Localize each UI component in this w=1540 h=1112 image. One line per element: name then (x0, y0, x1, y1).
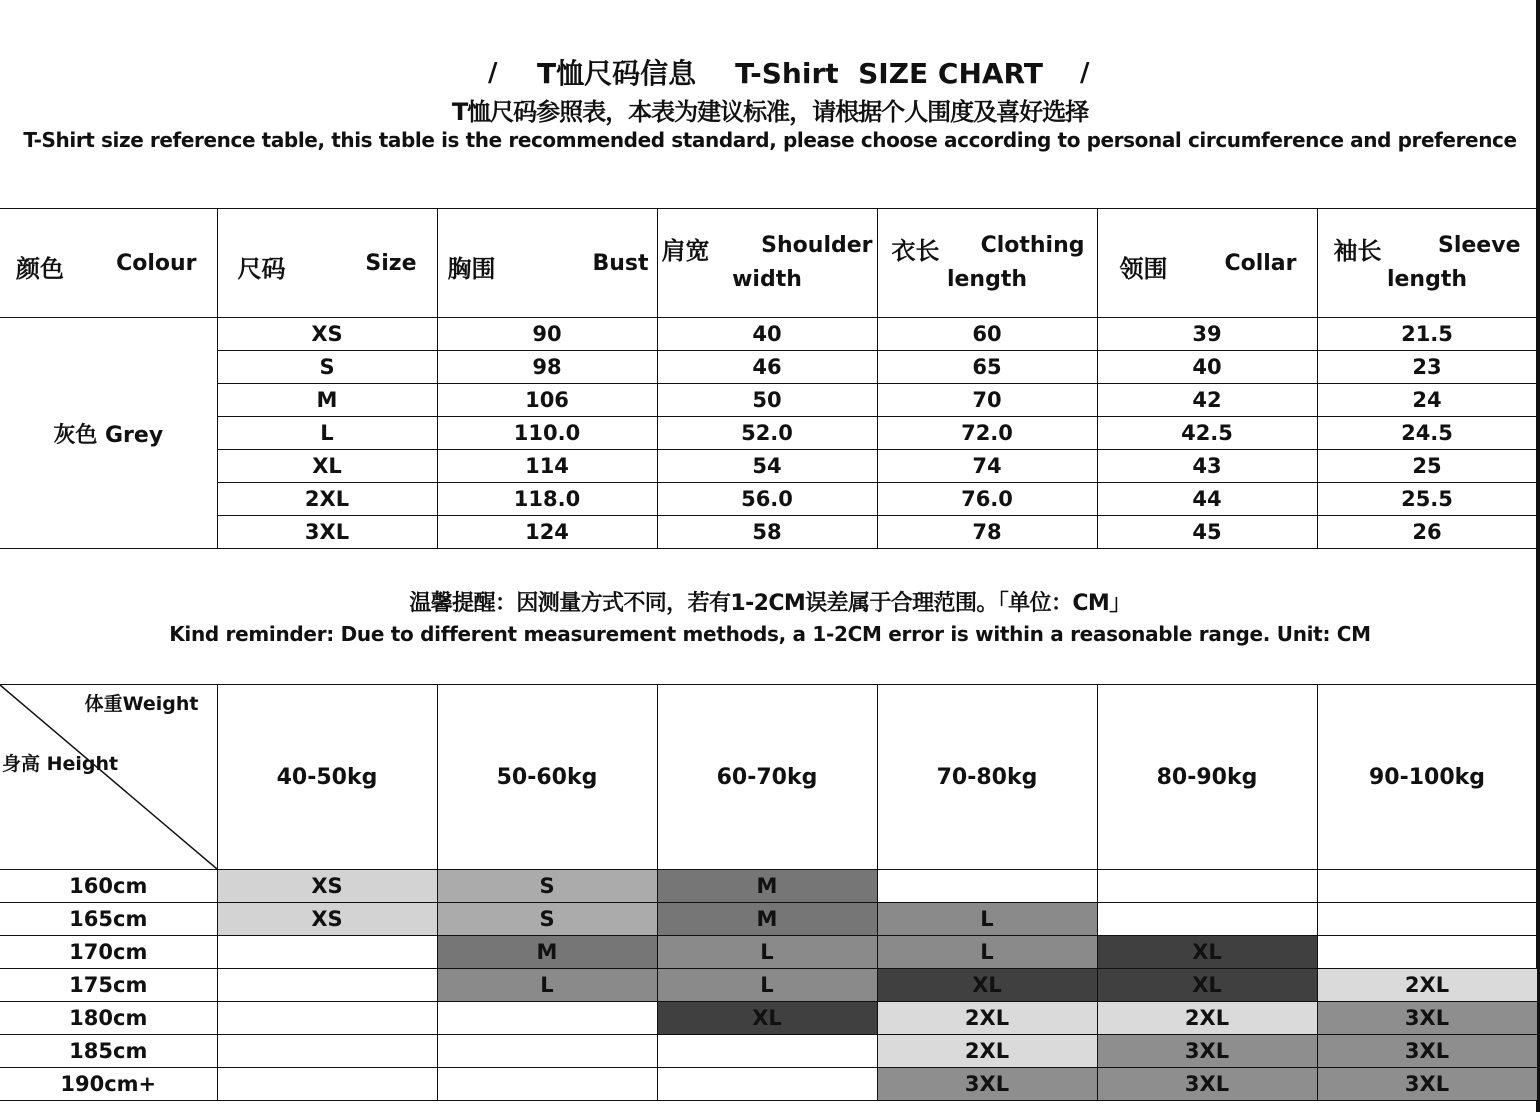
height-row (0, 1068, 1537, 1101)
length-cell: 65 (877, 351, 1097, 384)
collar-cell: 44 (1097, 483, 1317, 516)
size-chart-header (0, 209, 1537, 318)
bust-cell: 114 (437, 450, 657, 483)
recommend-cell (1097, 870, 1317, 903)
recommend-cell (217, 1068, 437, 1101)
recommend-cell: S (437, 870, 657, 903)
recommend-cell: XS (217, 903, 437, 936)
size-row (0, 384, 1537, 417)
size-row (0, 483, 1537, 516)
size-cell: S (217, 351, 437, 384)
recommend-cell (217, 1035, 437, 1068)
subtitle-cn: T恤尺码参照表，本表为建议标准，请根据个人围度及喜好选择 (451, 98, 1089, 126)
title-slash-left: / (488, 58, 498, 88)
header-en: Colour (116, 251, 197, 276)
sleeve-cell: 26 (1317, 516, 1537, 549)
header-cn: 肩宽 (661, 237, 710, 265)
size-cell: 2XL (217, 483, 437, 516)
header-bust (437, 209, 657, 318)
recommend-cell (1317, 936, 1537, 969)
length-cell: 74 (877, 450, 1097, 483)
recommend-cell: M (437, 936, 657, 969)
recommend-cell (437, 1068, 657, 1101)
height-cell: 160cm (0, 870, 217, 903)
header-cn: 衣长 (891, 237, 940, 265)
sleeve-cell: 25 (1317, 450, 1537, 483)
header-en-line2: length (1386, 267, 1468, 292)
height-row (0, 1035, 1537, 1068)
weight-header: 50-60kg (437, 685, 657, 870)
bust-cell: 106 (437, 384, 657, 417)
weight-header: 40-50kg (217, 685, 437, 870)
height-row (0, 969, 1537, 1002)
size-row (0, 516, 1537, 549)
height-row (0, 936, 1537, 969)
shoulder-cell: 50 (657, 384, 877, 417)
shoulder-cell: 56.0 (657, 483, 877, 516)
length-cell: 76.0 (877, 483, 1097, 516)
shoulder-cell: 54 (657, 450, 877, 483)
height-row (0, 870, 1537, 903)
header-cn: 领围 (1119, 255, 1168, 283)
header-shoulder (657, 209, 877, 318)
recommend-cell (217, 969, 437, 1002)
height-cell: 185cm (0, 1035, 217, 1068)
bust-cell: 98 (437, 351, 657, 384)
header-cn: 胸围 (447, 255, 496, 283)
header-clothing-length (877, 209, 1097, 318)
header-en: Bust (592, 251, 649, 276)
sleeve-cell: 24 (1317, 384, 1537, 417)
collar-cell: 39 (1097, 318, 1317, 351)
recommend-cell (1317, 903, 1537, 936)
title-row (0, 52, 1540, 92)
collar-cell: 45 (1097, 516, 1317, 549)
recommend-cell: 3XL (877, 1068, 1097, 1101)
height-cell: 165cm (0, 903, 217, 936)
size-cell: M (217, 384, 437, 417)
recommend-cell: 2XL (1317, 969, 1537, 1002)
size-chart-table (0, 208, 1538, 549)
recommend-cell: 3XL (1097, 1035, 1317, 1068)
length-cell: 78 (877, 516, 1097, 549)
header-en: Clothing (980, 233, 1085, 258)
recommend-cell: XL (1097, 936, 1317, 969)
recommend-cell: 3XL (1317, 1068, 1537, 1101)
bust-cell: 124 (437, 516, 657, 549)
recommend-cell: 2XL (877, 1035, 1097, 1068)
subtitle-en: T-Shirt size reference table, this table is the recommended standard, please choose according to personal circumference and preference (23, 128, 1517, 152)
recommend-cell (437, 1002, 657, 1035)
weight-header-row (0, 685, 1537, 870)
height-row (0, 903, 1537, 936)
recommend-cell: XL (657, 1002, 877, 1035)
header-sleeve-length (1317, 209, 1537, 318)
height-cell: 175cm (0, 969, 217, 1002)
length-cell: 60 (877, 318, 1097, 351)
header-cn: 尺码 (237, 255, 286, 283)
recommend-cell: S (437, 903, 657, 936)
weight-header: 60-70kg (657, 685, 877, 870)
corner-height-label: 身高 Height (2, 753, 119, 775)
size-row (0, 417, 1537, 450)
size-cell: XS (217, 318, 437, 351)
recommend-cell (1097, 903, 1317, 936)
shoulder-cell: 52.0 (657, 417, 877, 450)
header-cn: 颜色 (16, 255, 64, 283)
bust-cell: 118.0 (437, 483, 657, 516)
recommend-cell: 3XL (1097, 1068, 1317, 1101)
recommend-cell (437, 1035, 657, 1068)
recommend-cell: XS (217, 870, 437, 903)
height-cell: 180cm (0, 1002, 217, 1035)
collar-cell: 42.5 (1097, 417, 1317, 450)
recommend-cell (1317, 870, 1537, 903)
recommend-cell: M (657, 870, 877, 903)
shoulder-cell: 40 (657, 318, 877, 351)
recommend-cell: XL (1097, 969, 1317, 1002)
size-cell: 3XL (217, 516, 437, 549)
weight-header: 90-100kg (1317, 685, 1537, 870)
size-row (0, 351, 1537, 384)
header-en: Size (365, 251, 417, 276)
recommend-cell (217, 1002, 437, 1035)
bust-cell: 90 (437, 318, 657, 351)
corner-weight-label: 体重Weight (84, 693, 199, 715)
size-cell: L (217, 417, 437, 450)
bust-cell: 110.0 (437, 417, 657, 450)
length-cell: 70 (877, 384, 1097, 417)
sleeve-cell: 21.5 (1317, 318, 1537, 351)
size-row (0, 318, 1537, 351)
recommend-cell: L (657, 969, 877, 1002)
recommend-cell: XL (877, 969, 1097, 1002)
title-slash-right: / (1080, 58, 1090, 88)
header-en: Shoulder (761, 233, 873, 258)
recommend-cell (217, 936, 437, 969)
header-en: Sleeve (1438, 233, 1521, 258)
size-recommendation-table (0, 684, 1538, 1101)
recommend-cell (877, 870, 1097, 903)
recommend-cell: L (877, 936, 1097, 969)
recommend-cell: 2XL (877, 1002, 1097, 1035)
corner-cell (0, 685, 217, 870)
sleeve-cell: 23 (1317, 351, 1537, 384)
sleeve-cell: 25.5 (1317, 483, 1537, 516)
header-en-line2: width (732, 267, 802, 292)
header-cn: 袖长 (1333, 237, 1382, 265)
recommend-cell: M (657, 903, 877, 936)
header-en-line2: length (946, 267, 1028, 292)
reminder-cn: 温馨提醒：因测量方式不同，若有1-2CM误差属于合理范围。「单位：CM」 (409, 591, 1131, 616)
height-cell: 190cm+ (0, 1068, 217, 1101)
size-row (0, 450, 1537, 483)
recommend-cell: L (437, 969, 657, 1002)
size-cell: XL (217, 450, 437, 483)
height-row (0, 1002, 1537, 1035)
height-cell: 170cm (0, 936, 217, 969)
recommend-cell: L (657, 936, 877, 969)
page-title: T恤尺码信息 T-Shirt SIZE CHART (537, 57, 1043, 90)
shoulder-cell: 46 (657, 351, 877, 384)
recommend-cell (657, 1035, 877, 1068)
reminder-en: Kind reminder: Due to different measurement methods, a 1-2CM error is within a reasonable range. Unit: CM (169, 622, 1371, 646)
header-collar (1097, 209, 1317, 318)
recommend-cell: L (877, 903, 1097, 936)
header-en: Collar (1224, 251, 1297, 276)
weight-header: 80-90kg (1097, 685, 1317, 870)
recommend-cell: 2XL (1097, 1002, 1317, 1035)
recommend-cell: 3XL (1317, 1002, 1537, 1035)
recommend-cell (657, 1068, 877, 1101)
sleeve-cell: 24.5 (1317, 417, 1537, 450)
recommend-cell: 3XL (1317, 1035, 1537, 1068)
length-cell: 72.0 (877, 417, 1097, 450)
colour-cell: 灰色 Grey (0, 318, 217, 549)
collar-cell: 43 (1097, 450, 1317, 483)
collar-cell: 42 (1097, 384, 1317, 417)
weight-header: 70-80kg (877, 685, 1097, 870)
shoulder-cell: 58 (657, 516, 877, 549)
collar-cell: 40 (1097, 351, 1317, 384)
header-colour (0, 209, 217, 318)
header-size (217, 209, 437, 318)
